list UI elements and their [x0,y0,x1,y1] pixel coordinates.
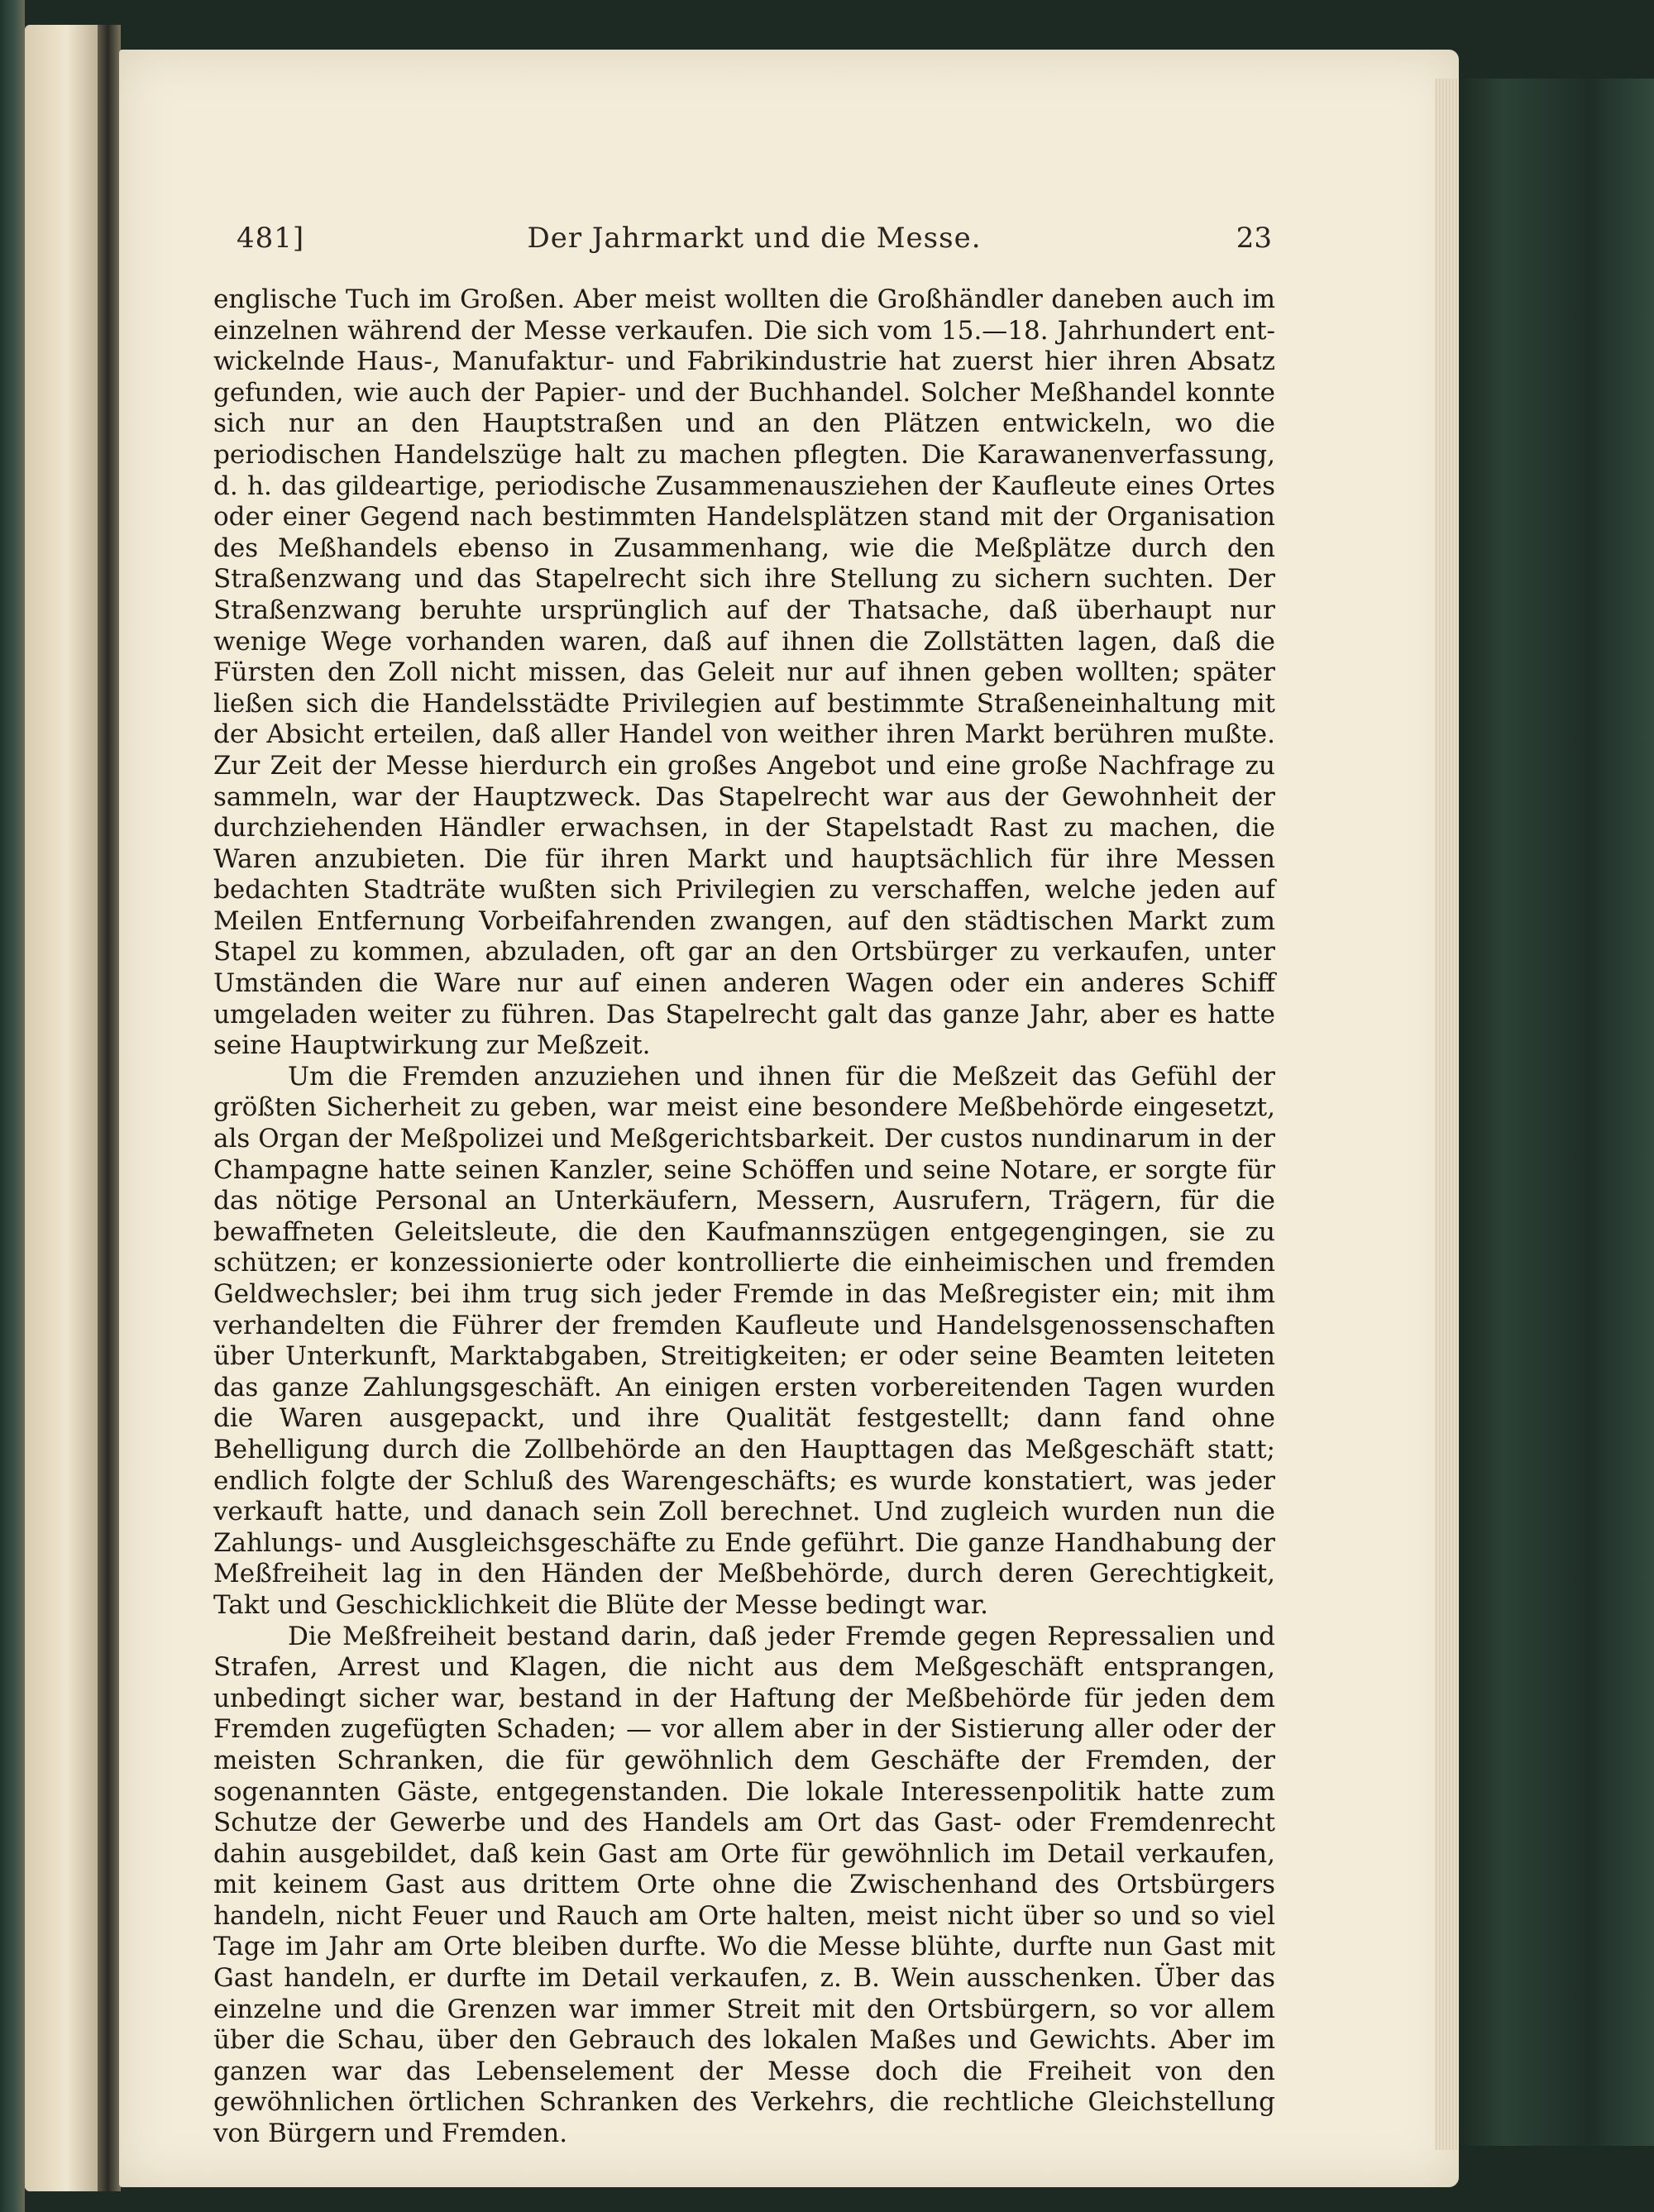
body-text [213,284,1275,2150]
page-number: 23 [1236,222,1272,255]
page-stack-edge [1435,79,1458,2150]
facing-page-edge [25,25,101,2191]
running-title: Der Jahrmarkt und die Messe. [527,222,982,255]
book-cover-right [1439,79,1654,2146]
book-spine-left [0,0,25,2212]
running-header [237,222,1272,263]
paragraph: Um die Fremden anzuziehen und ihnen für die Meßzeit das Gefühl der größten Sicherheit zu geben, war meist eine besondere Meßbehörde eingesetzt, als Organ der Meßpolizei und Meßgerichtsbarkeit. Der custos nundinarum in der Champagne hatte seinen Kanzler, seine Schöffen und seine Notare, er sorgte für das nötige Personal an Unterkäufern, Messern, Ausrufern, Trägern, für die bewaffneten Geleitsleute, die den Kaufmannszügen entgegengingen, sie zu schützen; er konzessionierte oder kontrollierte die einheimischen und fremden Geldwechsler; bei ihm trug sich jeder Fremde in das Meßregister ein; mit ihm verhandelten die Führer der fremden Kaufleute und Handelsgenossenschaften über Unterkunft, Marktabgaben, Streitigkeiten; er oder seine Beamten leiteten das ganze Zahlungsgeschäft. An einigen ersten vorbereitenden Tagen wurden die Waren ausgepackt, und ihre Qualität festgestellt; dann fand ohne Behelligung durch die Zollbehörde an den Haupttagen das Meßgeschäft statt; endlich folgte der Schluß des Warengeschäfts; es wurde konstatiert, was jeder verkauft hatte, und danach sein Zoll berechnet. Und zugleich wurden nun die Zahlungs- und Ausgleichsgeschäfte zu Ende geführt. Die ganze Handhabung der Meßfreiheit lag in den Händen der Meßbehörde, durch deren Gerechtigkeit, Takt und Geschicklichkeit die Blüte der Messe bedingt war. [213,1061,1275,1620]
page-reference: 481] [237,222,305,255]
paragraph: englische Tuch im Großen. Aber meist wollten die Großhändler daneben auch im einzelnen während der Messe verkaufen. Die sich vom 15.—18. Jahrhundert entwickelnde Haus-, Manufaktur- und Fabrikindustrie hat zuerst hier ihren Absatz gefunden, wie auch der Papier- und der Buchhandel. Solcher Meßhandel konnte sich nur an den Hauptstraßen und an den Plätzen entwickeln, wo die periodischen Handelszüge halt zu machen pflegten. Die Karawanenverfassung, d. h. das gildeartige, periodische Zusammenausziehen der Kaufleute eines Ortes oder einer Gegend nach bestimmten Handelsplätzen stand mit der Organisation des Meßhandels ebenso in Zusammenhang, wie die Meßplätze durch den Straßenzwang und das Stapelrecht sich ihre Stellung zu sichern suchten. Der Straßenzwang beruhte ursprünglich auf der Thatsache, daß überhaupt nur wenige Wege vorhanden waren, daß auf ihnen die Zollstätten lagen, daß die Fürsten den Zoll nicht missen, das Geleit nur auf ihnen geben wollten; später ließen sich die Handelsstädte Privilegien auf bestimmte Straßeneinhaltung mit der Absicht erteilen, daß aller Handel von weither ihren Markt berühren mußte. Zur Zeit der Messe hierdurch ein großes Angebot und eine große Nachfrage zu sammeln, war der Hauptzweck. Das Stapelrecht war aus der Gewohnheit der durchziehenden Händler erwachsen, in der Stapelstadt Rast zu machen, die Waren anzubieten. Die für ihren Markt und hauptsächlich für ihre Messen bedachten Stadträte wußten sich Privilegien zu verschaffen, welche jeden auf Meilen Entfernung Vorbeifahrenden zwangen, auf den städtischen Markt zum Stapel zu kommen, abzuladen, oft gar an den Ortsbürger zu verkaufen, unter Umständen die Ware nur auf einen anderen Wagen oder ein anderes Schiff umgeladen weiter zu führen. Das Stapelrecht galt das ganze Jahr, aber es hatte seine Hauptwirkung zur Meßzeit. [213,284,1275,1061]
book-gutter [98,25,121,2191]
paragraph: Die Meßfreiheit bestand darin, daß jeder Fremde gegen Repressalien und Strafen, Arrest und Klagen, die nicht aus dem Meßgeschäft entsprangen, unbedingt sicher war, bestand in der Haftung der Meßbehörde für jeden dem Fremden zugefügten Schaden; — vor allem aber in der Sistierung aller oder der meisten Schranken, die für gewöhnlich dem Geschäfte der Fremden, der sogenannten Gäste, entgegenstanden. Die lokale Interessenpolitik hatte zum Schutze der Gewerbe und des Handels am Ort das Gast- oder Fremdenrecht dahin ausgebildet, daß kein Gast am Orte für gewöhnlich im Detail verkaufen, mit keinem Gast aus drittem Orte ohne die Zwischenhand des Ortsbürgers handeln, nicht Feuer und Rauch am Orte halten, meist nicht über so und so viel Tage im Jahr am Orte bleiben durfte. Wo die Messe blühte, durfte nun Gast mit Gast handeln, er durfte im Detail verkaufen, z. B. Wein ausschenken. Über das einzelne und die Grenzen war immer Streit mit den Ortsbürgern, so vor allem über die Schau, über den Gebrauch des lokalen Maßes und Gewichts. Aber im ganzen war das Lebenselement der Messe doch die Freiheit von den gewöhnlichen örtlichen Schranken des Verkehrs, die rechtliche Gleichstellung von Bürgern und Fremden. [213,1621,1275,2149]
